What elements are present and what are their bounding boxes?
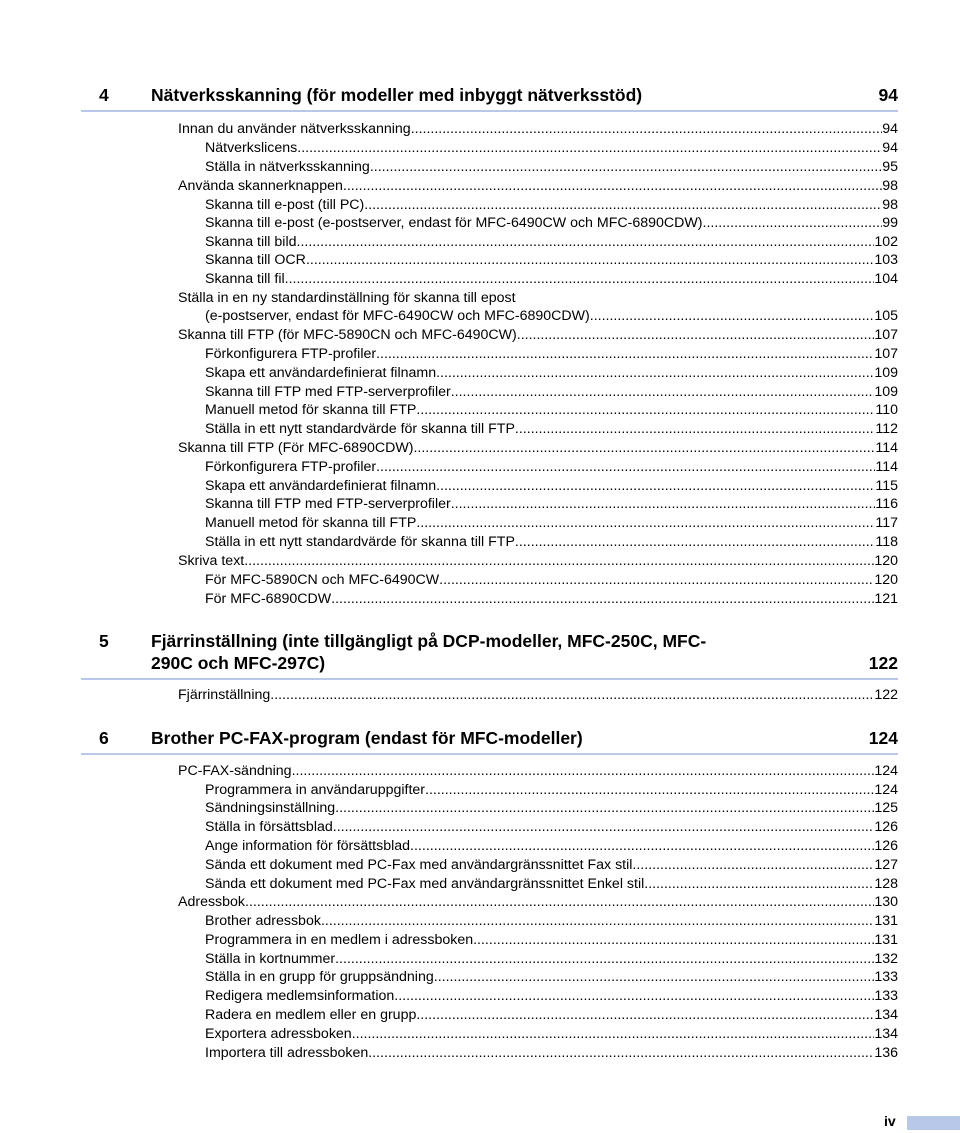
- footer-accent-bar: [907, 1116, 960, 1130]
- toc-entry[interactable]: [205, 345, 898, 364]
- toc-entry-page: 114: [875, 459, 898, 475]
- toc-entry[interactable]: [205, 214, 898, 233]
- toc-entry[interactable]: [205, 950, 898, 969]
- dot-leader: [376, 458, 875, 477]
- chapter-page: 122: [868, 653, 898, 673]
- dot-leader: [517, 326, 875, 345]
- toc-entry-title: För MFC-6890CDW: [205, 591, 332, 607]
- toc-entry[interactable]: [205, 158, 898, 177]
- dot-leader: [416, 514, 875, 533]
- chapter-heading[interactable]: [81, 84, 898, 112]
- toc-entry-page: 102: [874, 234, 898, 250]
- toc-entry-title: Förkonfigurera FTP-profiler: [205, 459, 377, 475]
- dot-leader: [703, 214, 883, 233]
- toc-entry[interactable]: [205, 533, 898, 552]
- chapter-title: Brother PC-FAX-program (endast för MFC-modeller): [151, 728, 583, 748]
- toc-entry[interactable]: [205, 875, 898, 894]
- toc-entry[interactable]: [178, 686, 898, 705]
- toc-entry-page: 126: [874, 838, 898, 854]
- dot-leader: [368, 1044, 874, 1063]
- dot-leader: [343, 177, 882, 196]
- toc-entry-title: Ställa in kortnummer: [205, 951, 336, 967]
- chapter-title: Fjärrinställning (inte tillgängligt på DCP-modeller, MFC-250C, MFC-290C och MFC-297C): [151, 631, 707, 673]
- toc-entry-title: PC-FAX-sändning: [178, 763, 292, 779]
- toc-entry-page: 118: [875, 534, 898, 550]
- toc-entry[interactable]: [178, 439, 898, 458]
- dot-leader: [436, 364, 874, 383]
- toc-entry-page: 120: [874, 553, 898, 569]
- toc-entry-page: 121: [874, 591, 898, 607]
- chapter-title: Nätverksskanning (för modeller med inbyggt nätverksstöd): [151, 85, 643, 105]
- dot-leader: [416, 401, 875, 420]
- toc-entry-title: Innan du använder nätverksskanning: [178, 121, 411, 137]
- toc-entry-page: 104: [874, 271, 898, 287]
- toc-entry[interactable]: [205, 233, 898, 252]
- toc-entry-title: Radera en medlem eller en grupp: [205, 1007, 417, 1023]
- toc-entry-page: 117: [875, 515, 898, 531]
- toc-entry-page: 107: [874, 327, 898, 343]
- toc-entry-title: Skanna till bild: [205, 234, 297, 250]
- toc-entry[interactable]: [205, 1025, 898, 1044]
- dot-leader: [644, 875, 874, 894]
- toc-entry[interactable]: [205, 477, 898, 496]
- dot-leader: [333, 818, 875, 837]
- dot-leader: [352, 1025, 875, 1044]
- toc-entry[interactable]: [205, 307, 898, 326]
- toc-entry-title: Ställa in ett nytt standardvärde för skanna till FTP: [205, 534, 515, 550]
- toc-entry-title: Ställa in nätverksskanning: [205, 159, 370, 175]
- toc-entry-page: 103: [874, 252, 898, 268]
- toc-entry-title: Programmera in användaruppgifter: [205, 782, 426, 798]
- dot-leader: [590, 307, 875, 326]
- toc-entry[interactable]: [205, 912, 898, 931]
- toc-entry-title: Sändningsinställning: [205, 800, 336, 816]
- dot-leader: [439, 571, 874, 590]
- dot-leader: [436, 477, 875, 496]
- toc-entry-page: 133: [874, 988, 898, 1004]
- page-number: iv: [884, 1113, 896, 1129]
- toc-entry-title: Adressbok: [178, 894, 246, 910]
- dot-leader: [473, 931, 874, 950]
- toc-entry-page: 134: [874, 1026, 898, 1042]
- toc-entry-title: Ställa in en grupp för gruppsändning: [205, 969, 434, 985]
- toc-entry-title: Skapa ett användardefinierat filnamn: [205, 478, 437, 494]
- toc-entry-title: Ställa in ett nytt standardvärde för skanna till FTP: [205, 421, 515, 437]
- dot-leader: [410, 837, 874, 856]
- toc-entry-page: 134: [874, 1007, 898, 1023]
- toc-entry-page: 114: [875, 440, 898, 456]
- toc-entry-title: För MFC-5890CN och MFC-6490CW: [205, 572, 440, 588]
- toc-entry-title: Använda skannerknappen: [178, 178, 343, 194]
- dot-leader: [364, 196, 882, 215]
- toc-entry[interactable]: [178, 552, 898, 571]
- dot-leader: [297, 233, 875, 252]
- toc-entry-title: Skapa ett användardefinierat filnamn: [205, 365, 437, 381]
- toc-entry-title: Skanna till FTP (för MFC-5890CN och MFC-6490CW): [178, 327, 517, 343]
- toc-entry[interactable]: [205, 1006, 898, 1025]
- chapter-page: 124: [868, 728, 898, 748]
- dot-leader: [632, 856, 874, 875]
- toc-entry-title: Skanna till e-post (e-postserver, endast för MFC-6490CW och MFC-6890CDW): [205, 215, 703, 231]
- toc-entry-page: 94: [882, 140, 898, 156]
- toc-entry-title: Skanna till FTP (För MFC-6890CDW): [178, 440, 414, 456]
- toc-entry-page: 98: [882, 178, 898, 194]
- toc-entry[interactable]: [205, 1044, 898, 1063]
- toc-entry-page: 110: [875, 402, 898, 418]
- toc-entry-page: 109: [874, 365, 898, 381]
- toc-entry-title: Sända ett dokument med PC-Fax med användargränssnittet Enkel stil: [205, 876, 645, 892]
- toc-entry[interactable]: [205, 856, 898, 875]
- toc-entry-page: 109: [874, 384, 898, 400]
- toc-entry[interactable]: [205, 781, 898, 800]
- toc-entry-page: 131: [874, 913, 898, 929]
- toc-entry[interactable]: [205, 196, 898, 215]
- toc-entry-title: Programmera in en medlem i adressboken: [205, 932, 474, 948]
- toc-entry-page: 95: [882, 159, 898, 175]
- toc-entry-page: 98: [882, 197, 898, 213]
- toc-entry-page: 94: [882, 121, 898, 137]
- toc-entry-page: 120: [874, 572, 898, 588]
- dot-leader: [335, 799, 874, 818]
- chapter-number: 4: [99, 85, 109, 105]
- toc-entry-title: Ange information för försättsblad: [205, 838, 411, 854]
- chapter-number: 5: [99, 631, 109, 651]
- toc-entry-page: 132: [874, 951, 898, 967]
- dot-leader: [515, 533, 875, 552]
- dot-leader: [270, 686, 874, 705]
- toc-entry-title-continuation: (e-postserver, endast för MFC-6490CW och MFC-6890CDW): [205, 308, 590, 324]
- toc-entry[interactable]: [205, 571, 898, 590]
- toc-entry-title: Skanna till fil: [205, 271, 285, 287]
- toc-entry-title: Skanna till FTP med FTP-serverprofiler: [205, 384, 451, 400]
- toc-entry[interactable]: [205, 270, 898, 289]
- dot-leader: [331, 590, 874, 609]
- toc-entry-title: Sända ett dokument med PC-Fax med användargränssnittet Fax stil: [205, 857, 633, 873]
- dot-leader: [411, 120, 883, 139]
- toc-entry[interactable]: [205, 495, 898, 514]
- dot-leader: [451, 383, 875, 402]
- dot-leader: [376, 345, 874, 364]
- toc-entry-page: 105: [874, 308, 898, 324]
- toc-entry[interactable]: [178, 326, 898, 345]
- dot-leader: [451, 495, 876, 514]
- dot-leader: [297, 139, 882, 158]
- toc-entry[interactable]: [205, 383, 898, 402]
- toc-entry-page: 128: [874, 876, 898, 892]
- dot-leader: [306, 251, 874, 270]
- toc-entry-page: 127: [874, 857, 898, 873]
- dot-leader: [425, 781, 874, 800]
- toc-entry-title: Importera till adressboken: [205, 1045, 369, 1061]
- toc-entry-title: Ställa in försättsblad: [205, 819, 333, 835]
- dot-leader: [285, 270, 875, 289]
- chapter-heading[interactable]: [81, 630, 898, 680]
- toc-entry[interactable]: [205, 251, 898, 270]
- toc-entry-title: Redigera medlemsinformation: [205, 988, 395, 1004]
- toc-entry-title: Brother adressbok: [205, 913, 321, 929]
- toc-entry-title: Manuell metod för skanna till FTP: [205, 402, 417, 418]
- toc-entry-title: Ställa in en ny standardinställning för skanna till epost: [178, 290, 516, 306]
- dot-leader: [245, 893, 874, 912]
- toc-entry-page: 130: [874, 894, 898, 910]
- toc-entry-page: 112: [875, 421, 898, 437]
- toc-entry[interactable]: [205, 837, 898, 856]
- toc-entry-title: Exportera adressboken: [205, 1026, 352, 1042]
- toc-entry[interactable]: [205, 987, 898, 1006]
- dot-leader: [413, 439, 875, 458]
- dot-leader: [370, 158, 882, 177]
- dot-leader: [292, 762, 875, 781]
- toc-entry-title: Skanna till OCR: [205, 252, 306, 268]
- chapter-heading[interactable]: [81, 727, 898, 755]
- toc-entry[interactable]: [205, 931, 898, 950]
- toc-entry[interactable]: [205, 420, 898, 439]
- toc-entry-page: 131: [874, 932, 898, 948]
- toc-entry-page: 116: [875, 496, 898, 512]
- toc-entry[interactable]: [205, 401, 898, 420]
- dot-leader: [335, 950, 874, 969]
- toc-entry-title: Skriva text: [178, 553, 245, 569]
- dot-leader: [515, 420, 875, 439]
- toc-entry[interactable]: [178, 762, 898, 781]
- toc-entry-title: Manuell metod för skanna till FTP: [205, 515, 417, 531]
- toc-entry-page: 124: [874, 763, 898, 779]
- toc-entry-page: 125: [874, 800, 898, 816]
- toc-entry[interactable]: [205, 514, 898, 533]
- dot-leader: [244, 552, 874, 571]
- toc-entry[interactable]: [205, 139, 898, 158]
- toc-entry-page: 124: [874, 782, 898, 798]
- toc-entry[interactable]: [205, 458, 898, 477]
- toc-entry-title: Nätverkslicens: [205, 140, 298, 156]
- toc-entry[interactable]: [178, 177, 898, 196]
- toc-entry[interactable]: [205, 799, 898, 818]
- toc-entry[interactable]: [205, 590, 898, 609]
- chapter-page: 94: [878, 85, 898, 105]
- toc-entry-page: 133: [874, 969, 898, 985]
- toc-entry-title: Fjärrinställning: [178, 687, 271, 703]
- dot-leader: [394, 987, 874, 1006]
- toc-entry-page: 99: [882, 215, 898, 231]
- toc-entry-title: Skanna till FTP med FTP-serverprofiler: [205, 496, 451, 512]
- toc-entry-title: Skanna till e-post (till PC): [205, 197, 365, 213]
- chapter-number: 6: [99, 728, 109, 748]
- toc-entry[interactable]: [205, 818, 898, 837]
- toc-entry[interactable]: [205, 968, 898, 987]
- dot-leader: [434, 968, 875, 987]
- dot-leader: [416, 1006, 874, 1025]
- toc-entry-first-line[interactable]: [178, 289, 898, 308]
- dot-leader: [321, 912, 874, 931]
- toc-entry-page: 126: [874, 819, 898, 835]
- toc-entry[interactable]: [178, 120, 898, 139]
- toc-entry-page: 136: [874, 1045, 898, 1061]
- toc-entry[interactable]: [178, 893, 898, 912]
- toc-entry-page: 122: [874, 687, 898, 703]
- toc-entry[interactable]: [205, 364, 898, 383]
- toc-entry-page: 115: [875, 478, 898, 494]
- toc-entry-title: Förkonfigurera FTP-profiler: [205, 346, 377, 362]
- toc-entry-page: 107: [874, 346, 898, 362]
